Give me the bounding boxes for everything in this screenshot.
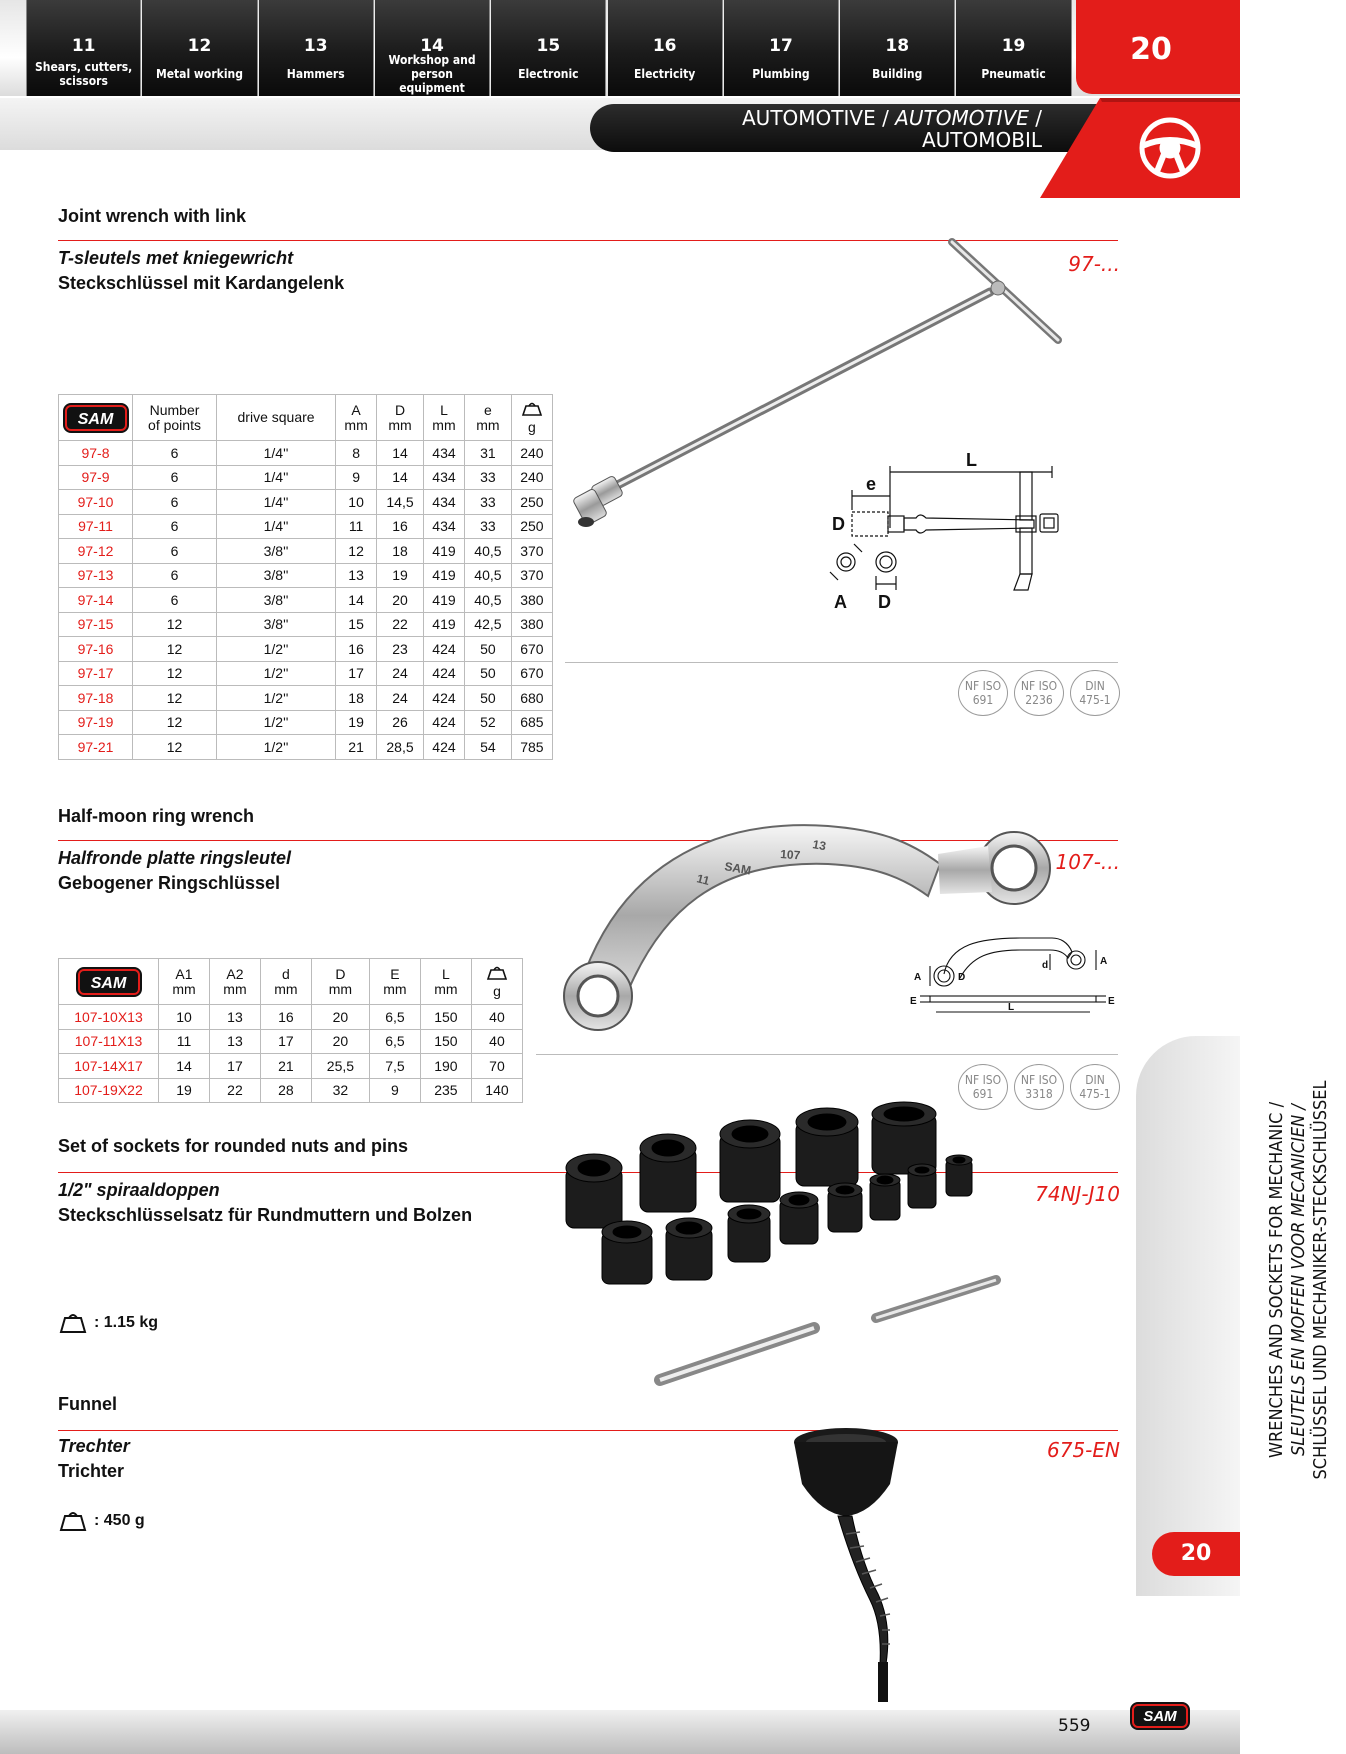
product-title-nl-joint: T-sleutels met kniegewricht: [58, 248, 294, 268]
spec-table-joint: [58, 394, 553, 760]
side-chapter-tab: [1136, 1036, 1240, 1596]
table-cell: 7,5: [369, 1054, 420, 1079]
nav-tab-number: 13: [303, 36, 328, 56]
table-cell: 1/2'': [217, 735, 336, 760]
table-row: [59, 441, 553, 466]
nav-tab-label: Plumbing: [752, 67, 810, 81]
nav-tab-label: Hammers: [286, 67, 345, 81]
table-cell: 6: [133, 490, 217, 515]
divider: [58, 1430, 1118, 1431]
sam-logo: SAM: [65, 405, 127, 431]
table-cell: 14: [159, 1054, 210, 1079]
article-ref[interactable]: 107-10X13: [59, 1005, 159, 1030]
article-ref[interactable]: 97-11: [59, 514, 133, 539]
table-cell: 240: [511, 465, 552, 490]
table-cell: 40,5: [465, 588, 512, 613]
table-cell: 16: [377, 514, 424, 539]
table-cell: 434: [423, 465, 464, 490]
table-cell: 1/2'': [217, 661, 336, 686]
category-de: AUTOMOBIL: [921, 128, 1042, 152]
side-title-en: WRENCHES AND SOCKETS FOR MECHANIC /: [1266, 1101, 1287, 1459]
table-cell: 21: [336, 735, 377, 760]
standard-number: 691: [972, 1087, 994, 1101]
diagram-label-D: D: [958, 972, 966, 983]
page-number: 559: [1058, 1716, 1091, 1736]
product-code-halfmoon: 107-...: [1055, 850, 1120, 874]
table-cell: 33: [465, 490, 512, 515]
table-cell: 370: [511, 539, 552, 564]
table-cell: 6: [133, 588, 217, 613]
table-cell: 14: [377, 441, 424, 466]
column-header: A2 mm: [209, 959, 260, 1005]
standards-joint: [958, 670, 1120, 716]
table-cell: 250: [511, 514, 552, 539]
table-cell: 70: [471, 1054, 522, 1079]
table-cell: 150: [420, 1005, 471, 1030]
table-cell: 31: [465, 441, 512, 466]
product-title-halfmoon: Half-moon ring wrench: [58, 806, 255, 826]
table-cell: 11: [336, 514, 377, 539]
table-cell: 8: [336, 441, 377, 466]
nav-tab-18[interactable]: [840, 0, 955, 96]
diagram-label-E2: E: [1108, 996, 1115, 1007]
table-row: [59, 563, 553, 588]
article-ref[interactable]: 97-10: [59, 490, 133, 515]
category-nl: AUTOMOTIVE: [895, 106, 1029, 130]
diagram-label-A1: A: [914, 972, 922, 983]
table-cell: 28: [260, 1078, 311, 1103]
table-cell: 32: [311, 1078, 369, 1103]
halfmoon-dimension-diagram: [900, 924, 1120, 1020]
table-row: [59, 588, 553, 613]
table-cell: 434: [423, 490, 464, 515]
standard-number: 2236: [1025, 693, 1053, 707]
table-cell: 240: [511, 441, 552, 466]
nav-tab-number: 16: [652, 36, 677, 56]
footer-logo: [1132, 1704, 1188, 1728]
nav-tab-number: 14: [420, 36, 444, 56]
standard-org: NF ISO: [964, 679, 1002, 693]
table-cell: 12: [133, 661, 217, 686]
table-cell: 419: [423, 588, 464, 613]
standard-badge: [958, 1064, 1008, 1110]
product-title-de-sockets: Steckschlüsselsatz für Rundmuttern und Bolzen: [58, 1205, 473, 1225]
product-title-de-funnel: Trichter: [58, 1461, 125, 1481]
product-code-joint: 97-...: [1068, 252, 1120, 276]
nav-tab-label: Metal working: [155, 67, 243, 81]
column-header-weight: [471, 959, 522, 1005]
wrench-mark-brand: SAM: [723, 859, 753, 878]
product-title-joint: Joint wrench with link: [58, 206, 247, 226]
nav-tab-label: Pneumatic: [981, 67, 1046, 81]
table-cell: 434: [423, 441, 464, 466]
standard-org: DIN: [1085, 679, 1105, 693]
table-row: [59, 1078, 523, 1103]
table-cell: 1/4'': [217, 490, 336, 515]
table-cell: 6: [133, 539, 217, 564]
product-title-de-halfmoon: Gebogener Ringschlüssel: [58, 873, 281, 893]
table-cell: 1/2'': [217, 637, 336, 662]
table-cell: 424: [423, 710, 464, 735]
table-cell: 33: [465, 465, 512, 490]
product-code-sockets: 74NJ-J10: [1035, 1182, 1120, 1206]
table-cell: 785: [511, 735, 552, 760]
table-cell: 14: [377, 465, 424, 490]
article-ref[interactable]: 97-21: [59, 735, 133, 760]
column-header: Number of points: [133, 395, 217, 441]
standard-badge: [1070, 670, 1120, 716]
table-cell: 6: [133, 465, 217, 490]
standard-badge: [1014, 670, 1064, 716]
side-title-de: SCHLÜSSEL UND MECHANIKER-STECKSCHLÜSSEL: [1310, 1080, 1331, 1480]
table-cell: 40: [471, 1005, 522, 1030]
table-cell: 6,5: [369, 1005, 420, 1030]
table-cell: 11: [159, 1029, 210, 1054]
footer-strip: [0, 1710, 1240, 1754]
standard-badge: [958, 670, 1008, 716]
column-header: E mm: [369, 959, 420, 1005]
article-ref[interactable]: 97-9: [59, 465, 133, 490]
article-ref[interactable]: 107-14X17: [59, 1054, 159, 1079]
table-cell: 10: [336, 490, 377, 515]
table-cell: 250: [511, 490, 552, 515]
table-cell: 670: [511, 661, 552, 686]
weight-value: : 450 g: [94, 1512, 145, 1529]
standard-org: NF ISO: [1020, 679, 1058, 693]
side-chapter-number[interactable]: 20: [1152, 1532, 1240, 1576]
table-cell: 22: [377, 612, 424, 637]
table-cell: 12: [133, 637, 217, 662]
column-header: L mm: [423, 395, 464, 441]
table-cell: 16: [336, 637, 377, 662]
table-cell: 150: [420, 1029, 471, 1054]
table-row: [59, 490, 553, 515]
nav-tab-label: Shears, cutters, scissors: [35, 60, 133, 88]
diagram-label-A: A: [834, 592, 847, 612]
nav-tab-13[interactable]: [259, 0, 374, 96]
standard-org: NF ISO: [964, 1073, 1002, 1087]
article-ref[interactable]: 97-8: [59, 441, 133, 466]
table-row: [59, 735, 553, 760]
table-cell: 3/8'': [217, 612, 336, 637]
side-title-nl: SLEUTELS EN MOFFEN VOOR MECANICIEN /: [1288, 1104, 1309, 1456]
table-cell: 21: [260, 1054, 311, 1079]
side-chapter-title: [1266, 1060, 1346, 1500]
column-header-label: g: [493, 982, 501, 999]
divider: [565, 662, 1118, 663]
column-header: A mm: [336, 395, 377, 441]
nav-tab-number: 12: [187, 36, 212, 56]
table-cell: 54: [465, 735, 512, 760]
table-cell: 13: [336, 563, 377, 588]
category-banner: [590, 104, 1110, 152]
weight-icon: [521, 401, 543, 417]
table-cell: 33: [465, 514, 512, 539]
table-cell: 24: [377, 686, 424, 711]
product-title-nl-halfmoon: Halfronde platte ringsleutel: [58, 848, 292, 868]
standard-badge: [1014, 1064, 1064, 1110]
table-cell: 20: [311, 1005, 369, 1030]
table-cell: 17: [260, 1029, 311, 1054]
table-cell: 25,5: [311, 1054, 369, 1079]
nav-tab-label: Electronic: [518, 67, 579, 81]
table-row: [59, 686, 553, 711]
table-cell: 12: [133, 612, 217, 637]
table-cell: 20: [377, 588, 424, 613]
table-cell: 419: [423, 612, 464, 637]
column-header: d mm: [260, 959, 311, 1005]
table-cell: 24: [377, 661, 424, 686]
article-ref[interactable]: 107-19X22: [59, 1078, 159, 1103]
table-cell: 424: [423, 661, 464, 686]
column-header: L mm: [420, 959, 471, 1005]
weight-funnel: [58, 1510, 145, 1532]
table-cell: 52: [465, 710, 512, 735]
table-cell: 6,5: [369, 1029, 420, 1054]
article-ref[interactable]: 97-15: [59, 612, 133, 637]
table-cell: 17: [336, 661, 377, 686]
article-ref[interactable]: 97-14: [59, 588, 133, 613]
diagram-label-E1: E: [910, 996, 917, 1007]
weight-icon: [58, 1510, 88, 1532]
nav-tab-label: Building: [872, 67, 923, 81]
nav-tab-17[interactable]: [724, 0, 839, 96]
joint-dimension-diagram: [816, 448, 1116, 610]
table-cell: 12: [133, 686, 217, 711]
table-cell: 370: [511, 563, 552, 588]
column-header: A1 mm: [159, 959, 210, 1005]
nav-tab-16[interactable]: [608, 0, 723, 96]
table-cell: 235: [420, 1078, 471, 1103]
column-header: D mm: [311, 959, 369, 1005]
category-en: AUTOMOTIVE /: [742, 106, 896, 130]
table-cell: 1/4'': [217, 514, 336, 539]
article-ref[interactable]: 97-16: [59, 637, 133, 662]
diagram-label-D2: D: [878, 592, 891, 612]
nav-tab-active[interactable]: 20: [1076, 0, 1240, 94]
table-cell: 6: [133, 514, 217, 539]
table-cell: 14: [336, 588, 377, 613]
diagram-label-A2: A: [1100, 956, 1108, 967]
nav-tab-label: Electricity: [634, 67, 696, 81]
table-row: [59, 539, 553, 564]
standard-badge: [1070, 1064, 1120, 1110]
nav-tab-number: 11: [71, 36, 96, 56]
diagram-label-D: D: [832, 514, 845, 534]
table-cell: 424: [423, 735, 464, 760]
table-cell: 40: [471, 1029, 522, 1054]
table-row: [59, 661, 553, 686]
table-row: [59, 1029, 523, 1054]
table-cell: 18: [336, 686, 377, 711]
table-cell: 380: [511, 588, 552, 613]
table-cell: 15: [336, 612, 377, 637]
table-cell: 434: [423, 514, 464, 539]
column-header-weight: [511, 395, 552, 441]
table-cell: 6: [133, 441, 217, 466]
table-cell: 3/8'': [217, 539, 336, 564]
nav-tab-number: 19: [1001, 36, 1026, 56]
table-row: [59, 465, 553, 490]
spec-table-halfmoon: [58, 958, 523, 1103]
table-cell: 424: [423, 637, 464, 662]
nav-tab-number: 18: [885, 36, 910, 56]
table-row: [59, 1054, 523, 1079]
product-title-nl-funnel: Trechter: [58, 1436, 130, 1456]
table-cell: 10: [159, 1005, 210, 1030]
table-brand-cell: [59, 395, 133, 441]
nav-tab-12[interactable]: [142, 0, 257, 96]
table-cell: 12: [133, 710, 217, 735]
column-header: D mm: [377, 395, 424, 441]
nav-tab-number: 15: [536, 36, 561, 56]
table-cell: 14,5: [377, 490, 424, 515]
table-cell: 40,5: [465, 563, 512, 588]
category-sep: /: [1028, 106, 1042, 130]
article-ref[interactable]: 97-17: [59, 661, 133, 686]
table-cell: 424: [423, 686, 464, 711]
article-ref[interactable]: 107-11X13: [59, 1029, 159, 1054]
weight-icon: [486, 965, 508, 981]
product-title-funnel: Funnel: [58, 1394, 117, 1414]
table-cell: 685: [511, 710, 552, 735]
table-row: [59, 612, 553, 637]
table-cell: 9: [369, 1078, 420, 1103]
table-cell: 13: [209, 1005, 260, 1030]
product-title-nl-sockets: 1/2" spiraaldoppen: [58, 1180, 220, 1200]
standard-number: 475-1: [1079, 693, 1111, 707]
table-cell: 6: [133, 563, 217, 588]
standard-number: 3318: [1025, 1087, 1053, 1101]
table-cell: 190: [420, 1054, 471, 1079]
diagram-label-e: e: [866, 474, 877, 494]
product-title-sockets: Set of sockets for rounded nuts and pins: [58, 1136, 409, 1156]
nav-tab-11[interactable]: [26, 0, 141, 96]
nav-tab-19[interactable]: [956, 0, 1071, 96]
table-row: [59, 1005, 523, 1030]
sam-logo: SAM: [78, 969, 140, 995]
table-cell: 28,5: [377, 735, 424, 760]
article-ref[interactable]: 97-19: [59, 710, 133, 735]
table-row: [59, 710, 553, 735]
table-cell: 16: [260, 1005, 311, 1030]
wrench-mark-ref: 107: [779, 847, 801, 863]
table-cell: 42,5: [465, 612, 512, 637]
table-cell: 26: [377, 710, 424, 735]
wrench-mark-size2: 13: [811, 837, 828, 854]
weight-value: : 1.15 kg: [94, 1314, 159, 1331]
diagram-label-d: d: [1042, 960, 1049, 971]
table-cell: 419: [423, 539, 464, 564]
article-ref[interactable]: 97-12: [59, 539, 133, 564]
column-header-label: g: [528, 418, 536, 435]
divider: [536, 1054, 1118, 1055]
table-cell: 18: [377, 539, 424, 564]
table-cell: 13: [209, 1029, 260, 1054]
table-cell: 670: [511, 637, 552, 662]
table-cell: 380: [511, 612, 552, 637]
column-header: e mm: [465, 395, 512, 441]
wrench-mark-size1: 11: [695, 871, 711, 888]
table-cell: 1/2'': [217, 710, 336, 735]
table-row: [59, 514, 553, 539]
socket-set-image: [556, 1108, 1006, 1398]
table-brand-cell: [59, 959, 159, 1005]
diagram-label-L: L: [1008, 1002, 1015, 1013]
article-ref[interactable]: 97-13: [59, 563, 133, 588]
sam-logo: SAM: [1132, 1704, 1188, 1728]
standard-number: 691: [972, 693, 994, 707]
table-cell: 140: [471, 1078, 522, 1103]
funnel-image: [782, 1424, 932, 1714]
product-code-funnel: 675-EN: [1047, 1438, 1120, 1462]
table-cell: 12: [133, 735, 217, 760]
table-cell: 40,5: [465, 539, 512, 564]
standard-number: 475-1: [1079, 1087, 1111, 1101]
column-header: drive square: [217, 395, 336, 441]
table-cell: 12: [336, 539, 377, 564]
table-cell: 680: [511, 686, 552, 711]
table-cell: 17: [209, 1054, 260, 1079]
table-cell: 19: [159, 1078, 210, 1103]
standard-org: NF ISO: [1020, 1073, 1058, 1087]
table-cell: 22: [209, 1078, 260, 1103]
diagram-label-L: L: [966, 450, 977, 470]
standards-halfmoon: [958, 1064, 1120, 1110]
table-cell: 1/4'': [217, 441, 336, 466]
table-cell: 19: [377, 563, 424, 588]
nav-tab-label: Workshop and person equipment: [388, 53, 476, 95]
weight-sockets: [58, 1312, 158, 1334]
table-cell: 1/2'': [217, 686, 336, 711]
standard-org: DIN: [1085, 1073, 1105, 1087]
table-cell: 9: [336, 465, 377, 490]
table-cell: 1/4'': [217, 465, 336, 490]
table-cell: 419: [423, 563, 464, 588]
weight-icon: [58, 1312, 88, 1334]
nav-tab-15[interactable]: [491, 0, 606, 96]
table-cell: 3/8'': [217, 563, 336, 588]
product-title-de-joint: Steckschlüssel mit Kardangelenk: [58, 273, 345, 293]
article-ref[interactable]: 97-18: [59, 686, 133, 711]
table-row: [59, 637, 553, 662]
table-cell: 50: [465, 637, 512, 662]
table-cell: 19: [336, 710, 377, 735]
steering-wheel-badge: [1040, 98, 1240, 198]
table-cell: 23: [377, 637, 424, 662]
table-cell: 50: [465, 686, 512, 711]
table-cell: 50: [465, 661, 512, 686]
nav-tab-14[interactable]: [375, 0, 490, 96]
table-cell: 3/8'': [217, 588, 336, 613]
table-cell: 20: [311, 1029, 369, 1054]
nav-tab-number: 17: [769, 36, 793, 56]
